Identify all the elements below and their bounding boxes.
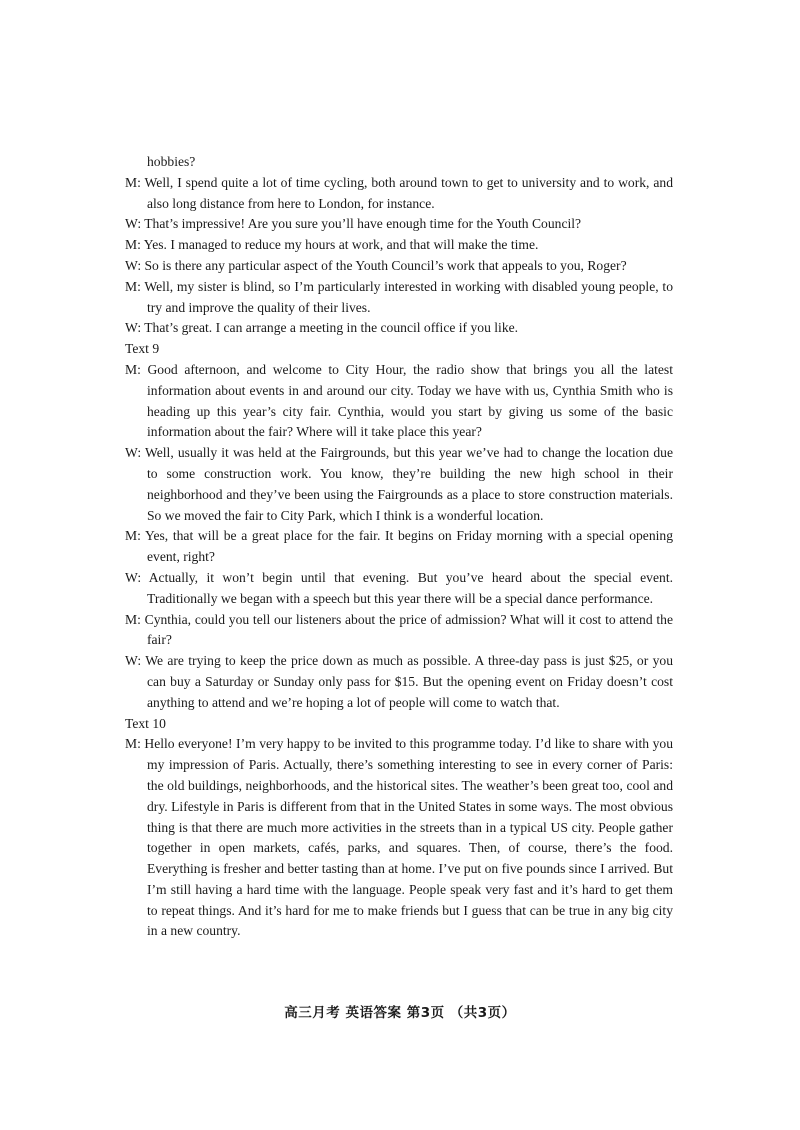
text10-heading: Text 10 — [125, 715, 166, 731]
dialogue-line: W: So is there any particular aspect of the Youth Council’s work that appeals to you, Roger? — [125, 257, 627, 273]
dialogue-line: M: Well, my sister is blind, so I’m particularly interested in working with disabled young people, to try and improve the quality of their lives. — [125, 278, 673, 315]
dialogue-line: M: Well, I spend quite a lot of time cycling, both around town to get to university and to work, and also long distance from here to London, for instance. — [125, 174, 673, 211]
dialogue-line: W: Actually, it won’t begin until that evening. But you’ve heard about the special event. Traditionally we began with a speech but this year there will be a special dance performance. — [125, 569, 673, 606]
dialogue-line: M: Yes, that will be a great place for the fair. It begins on Friday morning with a special opening event, right? — [125, 528, 673, 565]
monologue-paragraph: M: Hello everyone! I’m very happy to be invited to this programme today. I’d like to share with you my impression of Paris. Actually, there’s something interesting to see in every corner of Paris: the old buildings, neighborhoods, and the historical sites. The weather’s been great too, cool and dry. Lifestyle in Paris is different from that in the United States in some ways. The most obvious thing is that there are much more activities in the streets than in a typical US city. People gather together in open markets, cafés, parks, and squares. Then, of course, there’s the food. Everything is fresher and better tasting than at home. I’ve put on five pounds since I arrived. But I’m still having a hard time with the language. People speak very fast and it’s hard to get them to repeat things. And it’s hard for me to make friends but I guess that can be true in any big city in a new country. — [125, 736, 673, 939]
document-body — [125, 152, 673, 942]
dialogue-line: W: That’s impressive! Are you sure you’ll have enough time for the Youth Council? — [125, 216, 582, 232]
page-footer: 高三月考 英语答案 第3页 （共3页） — [284, 1005, 516, 1021]
dialogue-line: W: Well, usually it was held at the Fairgrounds, but this year we’ve had to change the location due to some construction work. You know, they’re building the new high school in their neighborhood and they’ve been using the Fairgrounds as a place to store construction materials. So we moved the fair to City Park, which I think is a wonderful location. — [125, 445, 673, 523]
dialogue-continuation: hobbies? — [147, 154, 196, 169]
text9-heading: Text 9 — [125, 341, 160, 357]
dialogue-line: M: Good afternoon, and welcome to City Hour, the radio show that brings you all the latest information about events in and around our city. Today we have with us, Cynthia Smith who is heading up this year’s city fair. Cynthia, would you start by giving us some of the basic information about the fair? Where will it take place this year? — [125, 361, 673, 440]
dialogue-line: W: We are trying to keep the price down as much as possible. A three-day pass is just $25, or you can buy a Saturday or Sunday only pass for $15. But the opening event on Friday doesn’t cost anything to attend and we’re hoping a lot of people will come to watch that. — [125, 653, 673, 710]
dialogue-line: W: That’s great. I can arrange a meeting in the council office if you like. — [125, 320, 519, 336]
dialogue-line: M: Yes. I managed to reduce my hours at work, and that will make the time. — [125, 237, 539, 253]
dialogue-line: M: Cynthia, could you tell our listeners about the price of admission? What will it cost to attend the fair? — [125, 611, 673, 648]
